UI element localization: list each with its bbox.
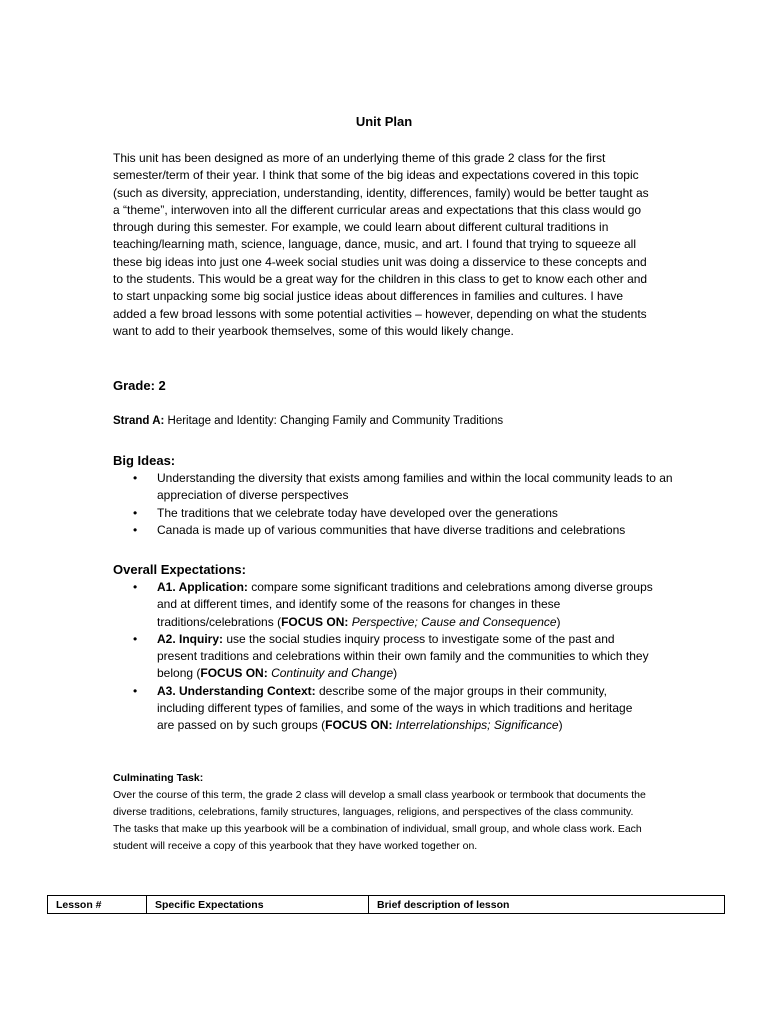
focus-close: ) xyxy=(393,666,398,681)
big-idea-text: The traditions that we celebrate today have developed over the generations xyxy=(157,505,558,520)
column-header-lesson-description: Brief description of lesson xyxy=(369,896,725,914)
expectation-label: A2. Inquiry: xyxy=(157,631,224,646)
strand-label: Strand A: xyxy=(113,415,165,427)
culminating-task-section xyxy=(113,770,653,855)
list-item xyxy=(113,522,673,539)
big-idea-text: Understanding the diversity that exists among families and within the local community leads to an appreciation of diverse perspectives xyxy=(157,471,673,503)
culminating-task-heading: Culminating Task: xyxy=(113,772,204,784)
focus-text: Perspective; Cause and Consequence xyxy=(351,614,557,629)
focus-close: ) xyxy=(558,718,563,733)
big-ideas-heading: Big Ideas: xyxy=(113,453,176,468)
culminating-task-text: Over the course of this term, the grade 2 class will develop a small class yearbook or termbook that documents the diverse traditions, celebrations, family structures, languages, religions, and perspectives of the class community. The tasks that make up this yearbook will be a combination of individual, small group, and whole class work. Each student will receive a copy of this yearbook that they have worked together on. xyxy=(113,789,646,852)
bullet-icon: • xyxy=(133,505,138,520)
list-item xyxy=(113,579,653,631)
intro-paragraph: This unit has been designed as more of an underlying theme of this grade 2 class for the first semester/term of their year. I think that some of the big ideas and expectations covered in this topic (such as diversity, appreciation, understanding, identity, differences, family) would be better taught as a “theme”, interwoven into all the different curricular areas and expectations that this class would go through during this semester. For example, we could learn about different cultural traditions in teaching/learning math, science, language, dance, music, and art. I found that trying to squeeze all these big ideas into just one 4-week social studies unit was doing a disservice to these concepts and to the students. This would be a great way for the children in this class to get to know each other and to start unpacking some big social justice ideas about differences in families and cultures. I have added a few broad lessons with some potential activities – however, depending on what the students want to add to their yearbook themselves, some of this would likely change. xyxy=(113,151,649,338)
overall-expectations-list xyxy=(113,579,653,735)
expectation-text: describe some of the major groups in their community, including different types of families, and some of the ways in which traditions and heritage are passed on by such groups ( xyxy=(157,683,633,733)
big-ideas-section xyxy=(113,453,673,539)
bullet-icon: • xyxy=(133,522,138,537)
bullet-icon: • xyxy=(133,471,138,485)
page-title: Unit Plan xyxy=(355,114,413,129)
focus-label: FOCUS ON: xyxy=(325,718,393,733)
bullet-icon: • xyxy=(133,683,138,698)
strand-text: Heritage and Identity: Changing Family and Community Traditions xyxy=(164,415,504,427)
lesson-table xyxy=(47,895,725,914)
big-ideas-list xyxy=(113,470,673,539)
expectation-text: compare some significant traditions and celebrations among diverse groups and at different times, and identify some of the reasons for changes in these traditions/celebrations ( xyxy=(157,580,653,629)
strand-line xyxy=(113,415,673,427)
expectation-label: A1. Application: xyxy=(157,580,248,594)
overall-expectations-heading: Overall Expectations: xyxy=(113,562,246,577)
focus-label: FOCUS ON: xyxy=(281,614,349,629)
expectation-text: use the social studies inquiry process to investigate some of the past and present traditions and celebrations within their own family and the communities to which they belong ( xyxy=(157,631,649,681)
focus-text: Interrelationships; Significance xyxy=(395,718,559,733)
bullet-icon: • xyxy=(133,631,138,646)
focus-close: ) xyxy=(556,614,561,629)
grade-heading: Grade: 2 xyxy=(113,378,166,393)
list-item xyxy=(113,631,653,683)
column-header-lesson-number: Lesson # xyxy=(48,896,147,914)
table-header-row xyxy=(48,896,725,914)
list-item xyxy=(113,683,653,735)
list-item xyxy=(113,470,673,505)
focus-text: Continuity and Change xyxy=(271,666,394,681)
expectation-label: A3. Understanding Context: xyxy=(157,683,316,698)
focus-label: FOCUS ON: xyxy=(200,666,268,681)
list-item xyxy=(113,505,673,522)
overall-expectations-section xyxy=(113,562,653,735)
bullet-icon: • xyxy=(133,580,138,594)
column-header-specific-expectations: Specific Expectations xyxy=(147,896,369,914)
big-idea-text: Canada is made up of various communities that have diverse traditions and celebrations xyxy=(157,522,626,537)
